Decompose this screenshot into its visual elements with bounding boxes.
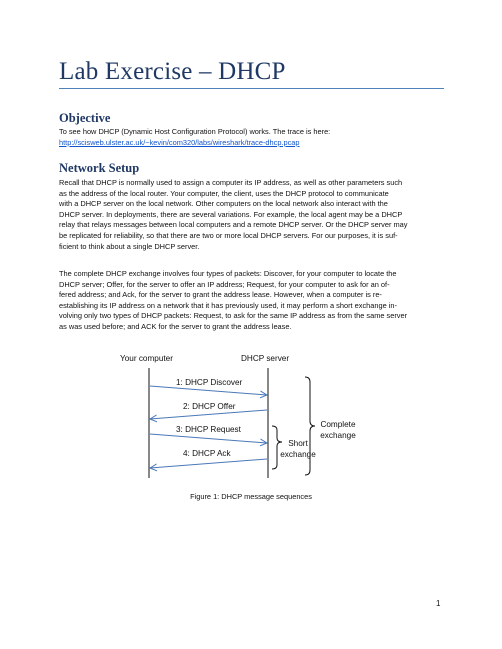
arrow-request — [150, 434, 267, 443]
paragraph-line: fered address; and Ack, for the server to grant the address lease. However, when a computer is re- — [59, 290, 382, 300]
paragraph-line: with a DHCP server on the local network. Other computers on the local network also interact with the — [59, 199, 388, 209]
paragraph-line: be replicated for reliability, so that there are two or more local DHCP servers. For our purposes, it is suf- — [59, 230, 398, 240]
paragraph-line: The complete DHCP exchange involves four types of packets: Discover, for your computer to locate the — [59, 269, 397, 278]
arrow-ack — [150, 459, 267, 468]
objective-heading: Objective — [59, 111, 111, 125]
page-number: 1 — [436, 599, 441, 608]
paragraph-line: DHCP server. In deployments, there are several variations. For example, the local agent may be a DHCP — [59, 209, 403, 219]
your-computer-label: Your computer — [120, 354, 173, 363]
message-label-discover: 1: DHCP Discover — [176, 378, 243, 387]
message-label-ack: 4: DHCP Ack — [183, 449, 231, 458]
objective-text: To see how DHCP (Dynamic Host Configuration Protocol) works. The trace is here: — [59, 127, 331, 136]
complete-exchange-brace — [305, 377, 315, 475]
message-label-request: 3: DHCP Request — [176, 425, 241, 434]
paragraph-line: as the address of the local router. Your computer, the client, uses the DHCP protocol to communicate — [59, 188, 389, 198]
short-exchange-label-2: exchange — [280, 450, 316, 459]
short-exchange-label-1: Short — [288, 439, 308, 448]
message-label-offer: 2: DHCP Offer — [183, 402, 236, 411]
dhcp-server-label: DHCP server — [241, 354, 290, 363]
page-title: Lab Exercise – DHCP — [59, 58, 286, 85]
paragraph-line: relay that relays messages between local computers and a remote DHCP server. Or the DHCP server may — [59, 220, 408, 230]
paragraph-line: DHCP server; Offer, for the server to offer an IP address; Request, for your computer to ask for an of- — [59, 279, 390, 289]
paragraph-line: establishing its IP address on a network that it has previously used, it may perform a short exchange in- — [59, 300, 397, 310]
complete-exchange-label-1: Complete — [320, 420, 356, 429]
paragraph-line: volving only two types of DHCP packets: Request, to ask for the same IP address as from the same server — [59, 311, 408, 321]
figure-caption: Figure 1: DHCP message sequences — [190, 492, 312, 501]
trace-link[interactable]: http://scisweb.ulster.ac.uk/~kevin/com320/labs/wireshark/trace-dhcp.pcap — [59, 137, 300, 147]
arrow-offer — [150, 410, 267, 419]
paragraph-line: Recall that DHCP is normally used to assign a computer its IP address, as well as other parameters such — [59, 178, 403, 187]
paragraph-line: ficient to think about a single DHCP server. — [59, 241, 200, 251]
complete-exchange-label-2: exchange — [320, 431, 356, 440]
short-exchange-brace — [272, 426, 282, 469]
network-setup-heading: Network Setup — [59, 161, 140, 175]
paragraph-line: as was used before; and ACK for the server to grant the address lease. — [59, 321, 292, 331]
arrow-discover — [150, 386, 267, 395]
